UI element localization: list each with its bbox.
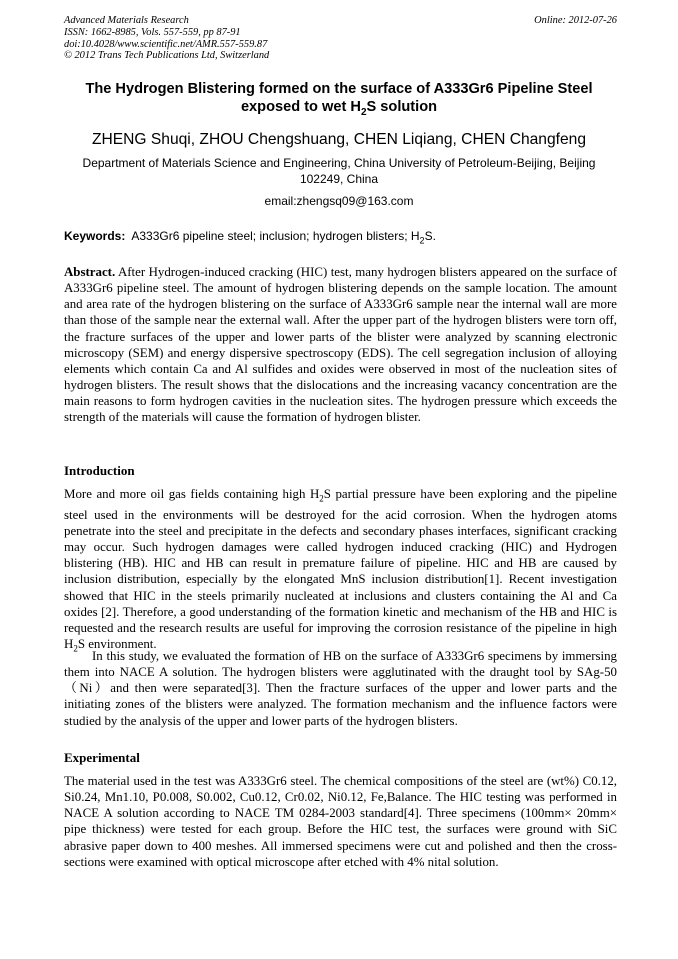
intro-p1-subscript-1: 2 xyxy=(319,493,324,504)
keywords-label: Keywords: xyxy=(64,229,126,243)
copyright-line: © 2012 Trans Tech Publications Ltd, Switzerland xyxy=(64,50,270,62)
introduction-paragraph-1 xyxy=(64,486,617,657)
intro-p1-b: S partial pressure have been exploring and the pipeline steel used in the environments will be destroyed for the acid corrosion. When the hydrogen atoms penetrate into the steel and precipitate in the defects and secondary phases interfaces, significant cracking may occur. Such hydrogen damages were called hydrogen induced cracking (HIC) and Hydrogen blistering (HB). HIC and HB can result in premature failure of pipeline. HIC and HB are caused by inclusion distribution, especially by the elongated MnS inclusion distribution[1]. Recent investigation showed that HIC in the steels primarily nucleated at inclusions and clusters containing the Al and Ca oxides [2]. Therefore, a good understanding of the formation kinetic and mechanism of the HB and HIC is requested and the research results are useful for improving the corrosion resistance of the pipeline in high H xyxy=(64,487,617,651)
abstract-text: After Hydrogen-induced cracking (HIC) test, many hydrogen blisters appeared on the surface of A333Gr6 pipeline steel. The amount of hydrogen blistering depends on the sample location. The amount and area rate of the hydrogen blistering on the surface of A333Gr6 sample near the internal wall are more than those of the sample near the external wall. After the upper part of the hydrogen blisters were torn off, the fracture surfaces of the upper and lower parts of the blister were analyzed by scanning electronic microscopy (SEM) and energy dispersive spectroscopy (EDS). The cell segregation inclusion of alloying elements which contain Ca and Al sulfides and oxides were observed in most of the nucleation sites of hydrogen blisters. The result shows that the dislocations and the increasing vacancy concentration are the main reasons to form hydrogen cavities in the nucleation sites. The hydrogen pressure which exceeds the strength of the materials will cause the formation of hydrogen blister. xyxy=(64,265,617,425)
author-list: ZHENG Shuqi, ZHOU Chengshuang, CHEN Liqiang, CHEN Changfeng xyxy=(91,131,587,148)
affiliation-line-2: 102249, China xyxy=(299,171,379,186)
keywords xyxy=(64,229,617,248)
journal-name: Advanced Materials Research xyxy=(64,15,189,26)
title-line-2-pre: exposed to wet H xyxy=(240,99,361,115)
affiliation-line-1: Department of Materials Science and Engineering, China University of Petroleum-Beijing, Beijing xyxy=(82,156,596,170)
intro-p1-subscript-2: 2 xyxy=(73,643,78,654)
title-line-1: The Hydrogen Blistering formed on the surface of A333Gr6 Pipeline Steel xyxy=(85,81,593,97)
intro-p1-a: More and more oil gas fields containing high H xyxy=(64,487,320,501)
introduction-paragraph-2: In this study, we evaluated the formation of HB on the surface of A333Gr6 specimens by immersing them into NACE A solution. The hydrogen blisters were agglutinated with the draught tool by SAg-50（Ni）and then were separated[3]. Then the fracture surfaces of the upper and lower parts and the initiating zones of the blisters were analyzed. The formation mechanism and the influence factors were studied by the analysis of the upper and lower parts of the hydrogen blisters. xyxy=(64,649,617,728)
journal-header xyxy=(64,15,617,62)
keywords-end: S. xyxy=(424,229,436,243)
paper-title xyxy=(40,80,638,122)
doi-line: doi:10.4028/www.scientific.net/AMR.557-559.87 xyxy=(64,38,268,50)
experimental-heading: Experimental xyxy=(64,750,140,765)
introduction-heading: Introduction xyxy=(64,463,135,478)
experimental-paragraph-1: The material used in the test was A333Gr6 steel. The chemical compositions of the steel are (wt%) C0.12, Si0.24, Mn1.10, P0.008, S0.002, Cu0.12, Cr0.02, Ni0.12, Fe,Balance. The HIC testing was performed in NACE A solution according to NACE TM 0284-2003 standard[4]. Three specimens (100mm× 20mm× pipe thickness) were tested for each group. Before the HIC test, the surfaces were ground with SiC abrasive paper down to 400 meshes. All immersed specimens were cut and polished and then the cross-sections were examined with optical microscope after etched with 4% nital solution. xyxy=(64,774,617,869)
keywords-text: A333Gr6 pipeline steel; inclusion; hydrogen blisters; H xyxy=(131,229,420,243)
affiliation xyxy=(60,156,618,187)
title-line-2-post: S solution xyxy=(366,99,438,115)
author-email: email:zhengsq09@163.com xyxy=(264,194,414,208)
keywords-subscript: 2 xyxy=(419,235,425,246)
online-date: Online: 2012-07-26 xyxy=(534,15,617,26)
issn-line: ISSN: 1662-8985, Vols. 557-559, pp 87-91 xyxy=(64,26,241,38)
title-line-2 xyxy=(40,98,638,122)
title-subscript: 2 xyxy=(360,106,367,118)
abstract-label: Abstract. xyxy=(64,265,116,279)
abstract xyxy=(64,264,617,426)
intro-p1-c: S environment. xyxy=(77,636,157,651)
